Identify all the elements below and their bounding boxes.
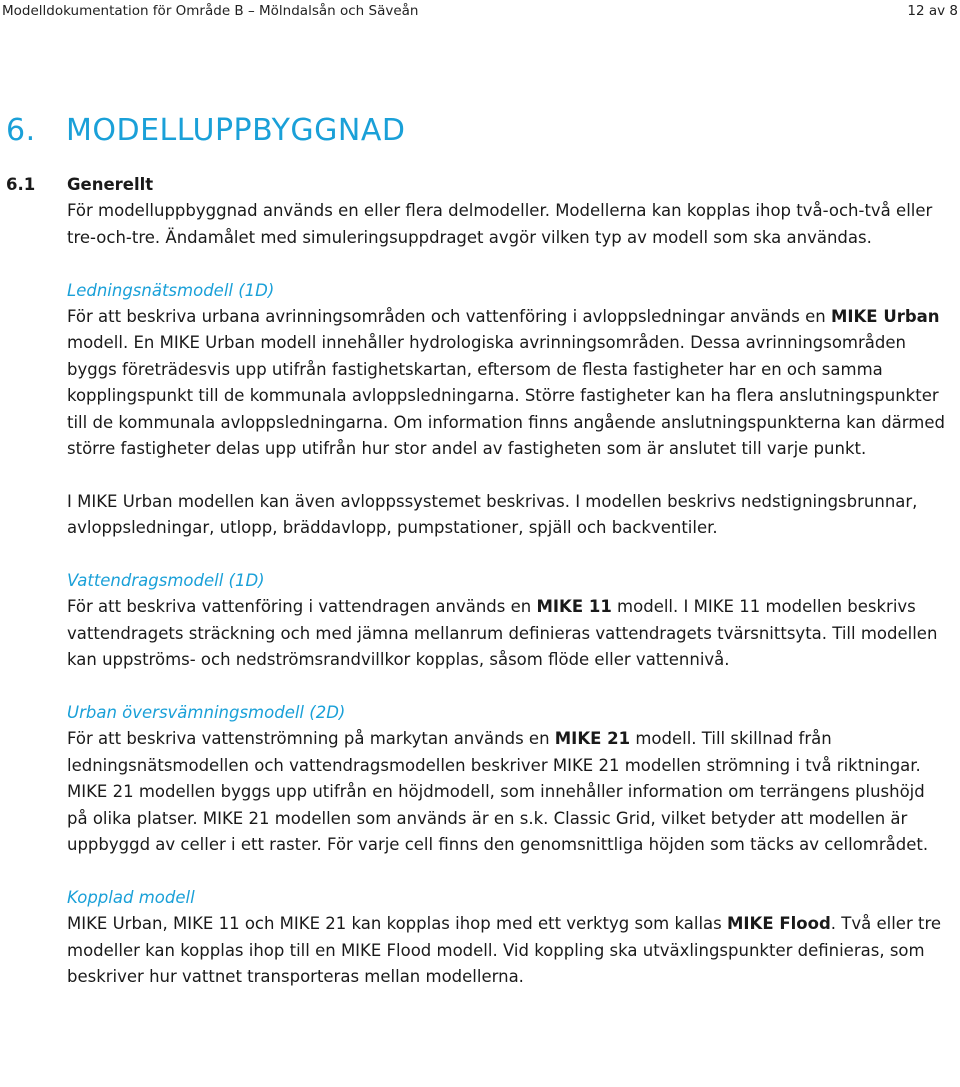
- urban-heading: Urban översvämningsmodell (2D): [67, 703, 346, 723]
- section-heading: [6, 172, 947, 198]
- ledning-heading: Ledningsnätsmodell (1D): [67, 280, 275, 300]
- section-number: 6.1: [6, 175, 36, 194]
- chapter-number: 6.: [6, 113, 36, 148]
- kopplad-heading: Kopplad modell: [67, 887, 195, 907]
- vatten-heading: Vattendragsmodell (1D): [67, 571, 265, 591]
- section-title: Generellt: [67, 175, 154, 194]
- ledning-paragraph: För att beskriva urbana avrinningsområden och vattenföring i avloppsledningar används en MIKE Urban modell. En MIKE Urban modell innehåller hydrologiska avrinningsområden. Dessa avrinningsområden byggs företrädesvis upp utifrån fastighetskartan, eftersom de flesta fastigheter har en och samma kopplingspunkt till de kommunala avloppsledningarna. Större fastigheter kan ha flera anslutningspunkter till de kommunala avloppsledningarna. Om information finns angående anslutningspunkterna kan därmed större fastigheter delas upp utifrån hur stor andel av fastigheten som är anslutet till varje punkt.: [67, 307, 945, 459]
- page-body: [6, 172, 947, 991]
- mike-11-term: MIKE 11: [536, 597, 612, 617]
- page-header: [0, 0, 960, 22]
- intro-paragraph: För modelluppbyggnad används en eller flera delmodeller. Modellerna kan kopplas ihop två-och-två eller tre-och-tre. Ändamålet med simuleringsuppdraget avgör vilken typ av modell som ska användas.: [67, 201, 933, 247]
- page-number: 12 av 8: [907, 3, 958, 19]
- chapter-heading: [6, 113, 405, 148]
- kopplad-paragraph: MIKE Urban, MIKE 11 och MIKE 21 kan kopplas ihop med ett verktyg som kallas MIKE Flood. Två eller tre modeller kan kopplas ihop till en MIKE Flood modell. Vid koppling ska utväxlingspunkter definieras, som beskriver hur vattnet transporteras mellan modellerna.: [67, 914, 942, 987]
- mike-flood-term: MIKE Flood: [727, 914, 831, 934]
- document-title: Modelldokumentation för Område B – Mölndalsån och Säveån: [2, 3, 419, 19]
- ledning-paragraph-2: I MIKE Urban modellen kan även avloppssystemet beskrivas. I modellen beskrivs nedstigningsbrunnar, avloppsledningar, utlopp, bräddavlopp, pumpstationer, spjäll och backventiler.: [67, 491, 918, 538]
- urban-paragraph: För att beskriva vattenströmning på markytan används en MIKE 21 modell. Till skillnad från ledningsnätsmodellen och vattendragsmodellen beskriver MIKE 21 modellen strömning i två riktningar. MIKE 21 modellen byggs upp utifrån en höjdmodell, som innehåller information om terrängens plushöjd på olika platser. MIKE 21 modellen som används är en s.k. Classic Grid, vilket betyder att modellen är uppbyggd av celler i ett raster. För varje cell finns den genomsnittliga höjden som täcks av cellområdet.: [67, 729, 929, 855]
- mike-21-term: MIKE 21: [554, 729, 631, 749]
- mike-urban-term: MIKE Urban: [830, 307, 940, 327]
- chapter-title: MODELLUPPBYGGNAD: [66, 113, 406, 148]
- vatten-paragraph: För att beskriva vattenföring i vattendragen används en MIKE 11 modell. I MIKE 11 modellen beskrivs vattendragets sträckning och med jämna mellanrum definieras vattendragets tvärsnittsyta. Till modellen kan uppströms- och nedströmsrandvillkor kopplas, såsom flöde eller vattennivå.: [67, 597, 938, 670]
